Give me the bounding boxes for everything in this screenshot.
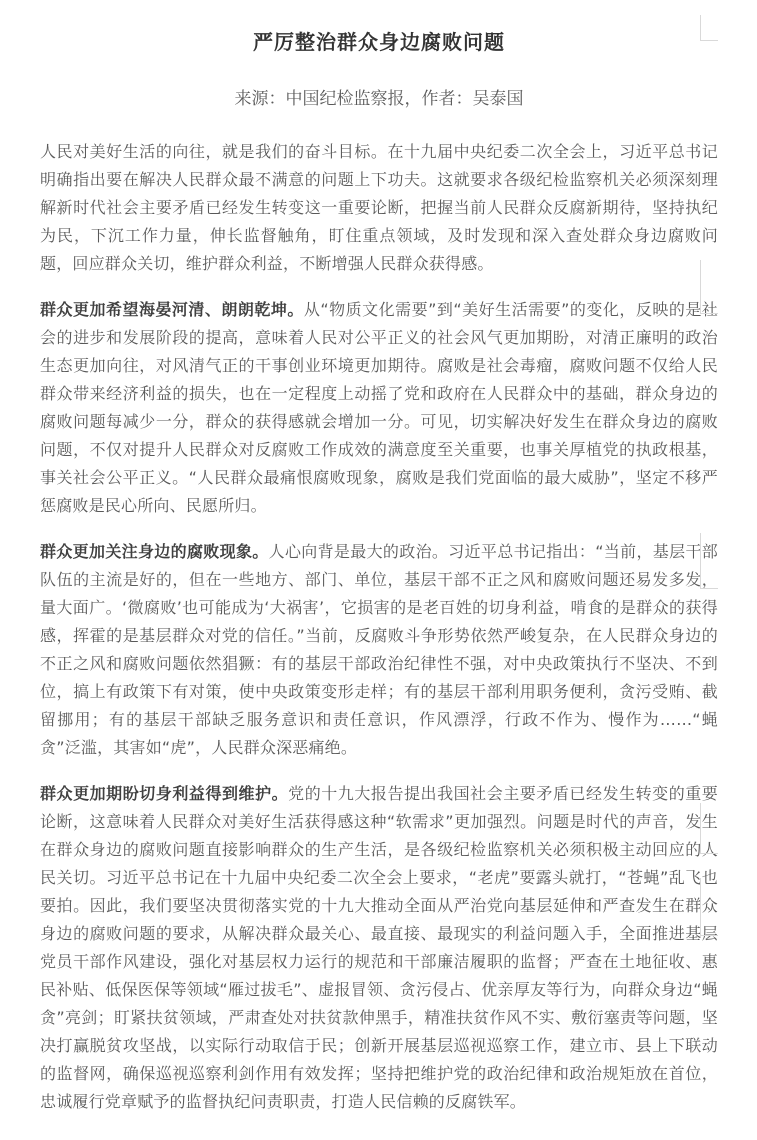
paragraph xyxy=(40,538,718,762)
paragraph-text: 人心向背是最大的政治。习近平总书记指出：“当前，基层干部队伍的主流是好的，但在一些地方、部门、单位，基层干部不正之风和腐败问题还易发多发，量大面广。‘微腐败’也可能成为‘大祸害’，它损害的是老百姓的切身利益，啃食的是群众的获得感，挥霍的是基层群众对党的信任。”当前，反腐败斗争形势依然严峻复杂，在人民群众身边的不正之风和腐败问题依然猖獗：有的基层干部政治纪律性不强，对中央政策执行不坚决、不到位，搞上有政策下有对策，使中央政策变形走样；有的基层干部利用职务便利，贪污受贿、截留挪用；有的基层干部缺乏服务意识和责任意识，作风漂浮，行政不作为、慢作为……“蝇贪”泛滥，其害如“虎”，人民群众深恶痛绝。 xyxy=(40,542,718,757)
paragraph-lead: 群众更加关注身边的腐败现象。 xyxy=(40,542,269,561)
article-byline: 来源：中国纪检监察报，作者：吴泰国 xyxy=(234,89,524,109)
paragraph xyxy=(40,780,718,1116)
paragraph-text: 党的十九大报告提出我国社会主要矛盾已经发生转变的重要论断，这意味着人民群众对美好生活获得感这种“软需求”更加强烈。问题是时代的声音，发生在群众身边的腐败问题直接影响群众的生产生活，是各级纪检监察机关必须积极主动回应的人民关切。习近平总书记在十九届中央纪委二次全会上要求，“老虎”要露头就打，“苍蝇”乱飞也要拍。因此，我们要坚决贯彻落实党的十九大推动全面从严治党向基层延伸和严查发生在群众身边的腐败问题的要求，从解决群众最关心、最直接、最现实的利益问题入手，全面推进基层党员干部作风建设，强化对基层权力运行的规范和干部廉洁履职的监督；严查在土地征收、惠民补贴、低保医保等领域“雁过拔毛”、虚报冒领、贪污侵占、优亲厚友等行为，向群众身边“蝇贪”亮剑；盯紧扶贫领域，严肃查处对扶贫款伸黑手，精准扶贫作风不实、敷衍塞责等问题，坚决打赢脱贫攻坚战，以实际行动取信于民；创新开展基层巡视巡察工作，建立市、县上下联动的监督网，确保巡视巡察利剑作用有效发挥；坚持把维护党的政治纪律和政治规矩放在首位，忠诚履行党章赋予的监督执纪问责职责，打造人民信赖的反腐铁军。 xyxy=(40,784,718,1111)
paragraph xyxy=(40,138,718,278)
paragraph-text: 人民对美好生活的向往，就是我们的奋斗目标。在十九届中央纪委二次全会上，习近平总书记明确指出要在解决人民群众最不满意的问题上下功夫。这就要求各级纪检监察机关必须深刻理解新时代社会主要矛盾已经发生转变这一重要论断，把握当前人民群众反腐新期待，坚持执纪为民，下沉工作力量，伸长监督触角，盯住重点领域，及时发现和深入查处群众身边腐败问题，回应群众关切，维护群众利益，不断增强人民群众获得感。 xyxy=(40,142,718,273)
article-title: 严厉整治群众身边腐败问题 xyxy=(253,30,505,54)
paragraph-text: 从“物质文化需要”到“美好生活需要”的变化，反映的是社会的进步和发展阶段的提高，意味着人民对公平正义的社会风气更加期盼，对清正廉明的政治生态更加向往，对风清气正的干事创业环境更加期待。腐败是社会毒瘤，腐败问题不仅给人民群众带来经济利益的损失，也在一定程度上动摇了党和政府在人民群众中的基础，群众身边的腐败问题每减少一分，群众的获得感就会增加一分。可见，切实解决好发生在群众身边的腐败问题，不仅对提升人民群众对反腐败工作成效的满意度至关重要，也事关厚植党的执政根基，事关社会公平正义。“人民群众最痛恨腐败现象，腐败是我们党面临的最大威胁”，坚定不移严惩腐败是民心所向、民愿所归。 xyxy=(40,300,719,515)
article-body xyxy=(40,138,718,1116)
paragraph-lead: 群众更加期盼切身利益得到维护。 xyxy=(40,784,289,803)
paragraph xyxy=(40,296,718,520)
paragraph-lead: 群众更加希望海晏河清、朗朗乾坤。 xyxy=(40,300,304,319)
